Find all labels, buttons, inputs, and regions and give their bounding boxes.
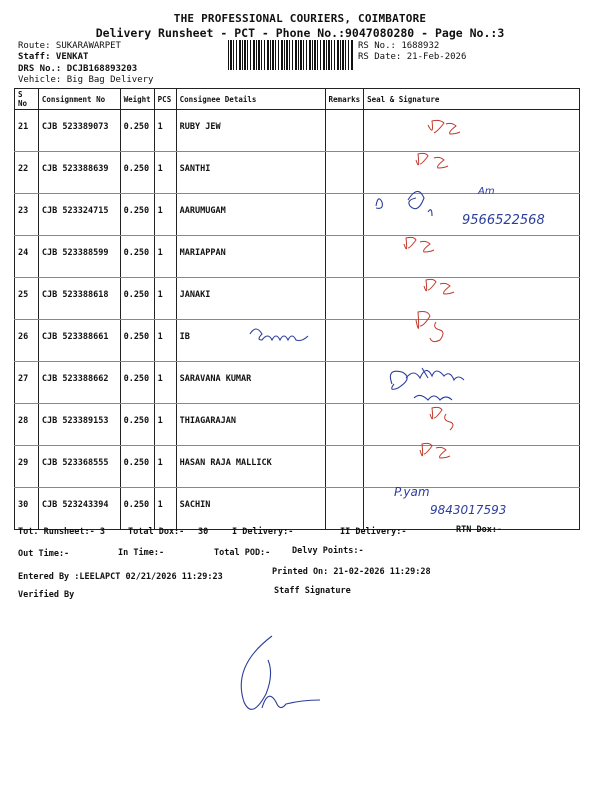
wt-text: 0.250	[123, 374, 150, 384]
route-label: Route: SUKARAWARPET	[18, 41, 121, 51]
initials-mark-22	[416, 153, 448, 168]
sno-text: 25	[18, 290, 29, 300]
rtn-dox: RTN Dox:-	[456, 525, 503, 535]
sno-text: 27	[18, 374, 29, 384]
vehicle-label: Vehicle: Big Bag Delivery	[18, 75, 154, 85]
wt-text: 0.250	[123, 290, 150, 300]
wt-text: 0.250	[123, 248, 150, 258]
handwriting-am: Am	[478, 186, 495, 197]
pcs-text: 1	[157, 332, 163, 342]
red-initials-marks	[404, 120, 460, 458]
cn-text: CJB 523388662	[41, 374, 109, 384]
name-text: THIAGARAJAN	[179, 416, 236, 426]
name-text: SANTHI	[179, 164, 211, 174]
wt-text: 0.250	[123, 164, 150, 174]
sno-text: 28	[18, 416, 29, 426]
entered-by: Entered By :LEELAPCT 02/21/2026 11:29:23	[18, 572, 223, 582]
cn-text: CJB 523388661	[41, 332, 109, 342]
handwriting-name-30: P.yam	[394, 485, 430, 499]
staff-signature-mark	[241, 636, 320, 709]
initials-mark-24	[404, 237, 434, 252]
total-dox-value: 30	[198, 527, 209, 537]
signature-mark-27	[390, 368, 464, 389]
i-delivery: I Delivery:-	[232, 527, 294, 537]
cn-text: CJB 523324715	[41, 206, 109, 216]
total-dox-label: Total Dox:-	[128, 527, 185, 537]
col-consignee: Consignee Details	[176, 89, 325, 110]
wt-text: 0.250	[123, 122, 150, 132]
cn-text: CJB 523389073	[41, 122, 109, 132]
initials-mark-21	[428, 120, 460, 134]
name-text: MARIAPPAN	[179, 248, 226, 258]
name-text: SACHIN	[179, 500, 211, 510]
sno-text: 30	[18, 500, 29, 510]
name-text: SARAVANA KUMAR	[179, 374, 252, 384]
pcs-text: 1	[157, 458, 163, 468]
sno-text: 22	[18, 164, 29, 174]
signature-mark-23	[376, 191, 432, 216]
sno-text: 23	[18, 206, 29, 216]
handwriting-phone-23: 9566522568	[462, 213, 545, 228]
name-text: AARUMUGAM	[179, 206, 226, 216]
company-title: THE PROFESSIONAL COURIERS, COIMBATORE	[173, 12, 427, 25]
sno-text: 26	[18, 332, 29, 342]
pcs-text: 1	[157, 290, 163, 300]
handwriting-phone-30: 9843017593	[430, 503, 507, 517]
pcs-text: 1	[157, 500, 163, 510]
printed-on: Printed On: 21-02-2026 11:29:28	[272, 567, 431, 577]
tot-runsheet: Tot. Runsheet:- 3	[18, 527, 105, 537]
name-text: IB	[179, 332, 190, 342]
wt-text: 0.250	[123, 500, 150, 510]
runsheet-subtitle: Delivery Runsheet - PCT - Phone No.:9047080280 - Page No.:3	[95, 26, 505, 40]
pcs-text: 1	[157, 374, 163, 384]
cn-text: CJB 523368555	[41, 458, 109, 468]
col-remarks: Remarks	[325, 89, 364, 110]
col-weight: Weight	[120, 89, 154, 110]
initials-mark-28	[430, 407, 453, 430]
name-text: JANAKI	[179, 290, 211, 300]
wt-text: 0.250	[123, 458, 150, 468]
delvy-points: Delvy Points:-	[292, 546, 364, 556]
col-consignment: Consignment No	[38, 89, 120, 110]
name-text: RUBY JEW	[179, 122, 221, 132]
signature-mark-26	[250, 329, 308, 341]
sno-text: 29	[18, 458, 29, 468]
verified-by: Verified By	[18, 590, 75, 600]
staff-label: Staff: VENKAT	[18, 52, 89, 62]
out-time: Out Time:-	[18, 549, 70, 559]
pcs-text: 1	[157, 416, 163, 426]
cn-text: CJB 523388639	[41, 164, 109, 174]
col-pcs: PCS	[154, 89, 176, 110]
drs-label: DRS No.: DCJB168893203	[18, 64, 138, 74]
wt-text: 0.250	[123, 332, 150, 342]
col-sno: S No	[15, 89, 39, 110]
pcs-text: 1	[157, 206, 163, 216]
initials-mark-26	[416, 312, 443, 342]
pcs-text: 1	[157, 122, 163, 132]
cn-text: CJB 523243394	[41, 500, 109, 510]
sno-text: 24	[18, 248, 29, 258]
sno-text: 21	[18, 122, 29, 132]
wt-text: 0.250	[123, 206, 150, 216]
wt-text: 0.250	[123, 416, 150, 426]
staff-signature-label: Staff Signature	[274, 586, 351, 596]
cn-text: CJB 523388618	[41, 290, 109, 300]
signature-mark-28	[414, 395, 452, 400]
rs-date-label: RS Date: 21-Feb-2026	[358, 52, 467, 62]
rs-no-label: RS No.: 1688932	[358, 41, 440, 51]
in-time: In Time:-	[118, 548, 165, 558]
name-text: HASAN RAJA MALLICK	[179, 458, 272, 468]
pcs-text: 1	[157, 164, 163, 174]
ii-delivery: II Delivery:-	[340, 527, 407, 537]
pcs-text: 1	[157, 248, 163, 258]
initials-mark-25	[424, 279, 454, 294]
total-pod: Total POD:-	[214, 548, 271, 558]
col-seal-signature: Seal & Signature	[364, 89, 580, 110]
cn-text: CJB 523388599	[41, 248, 109, 258]
cn-text: CJB 523389153	[41, 416, 109, 426]
initials-mark-29	[420, 443, 450, 458]
